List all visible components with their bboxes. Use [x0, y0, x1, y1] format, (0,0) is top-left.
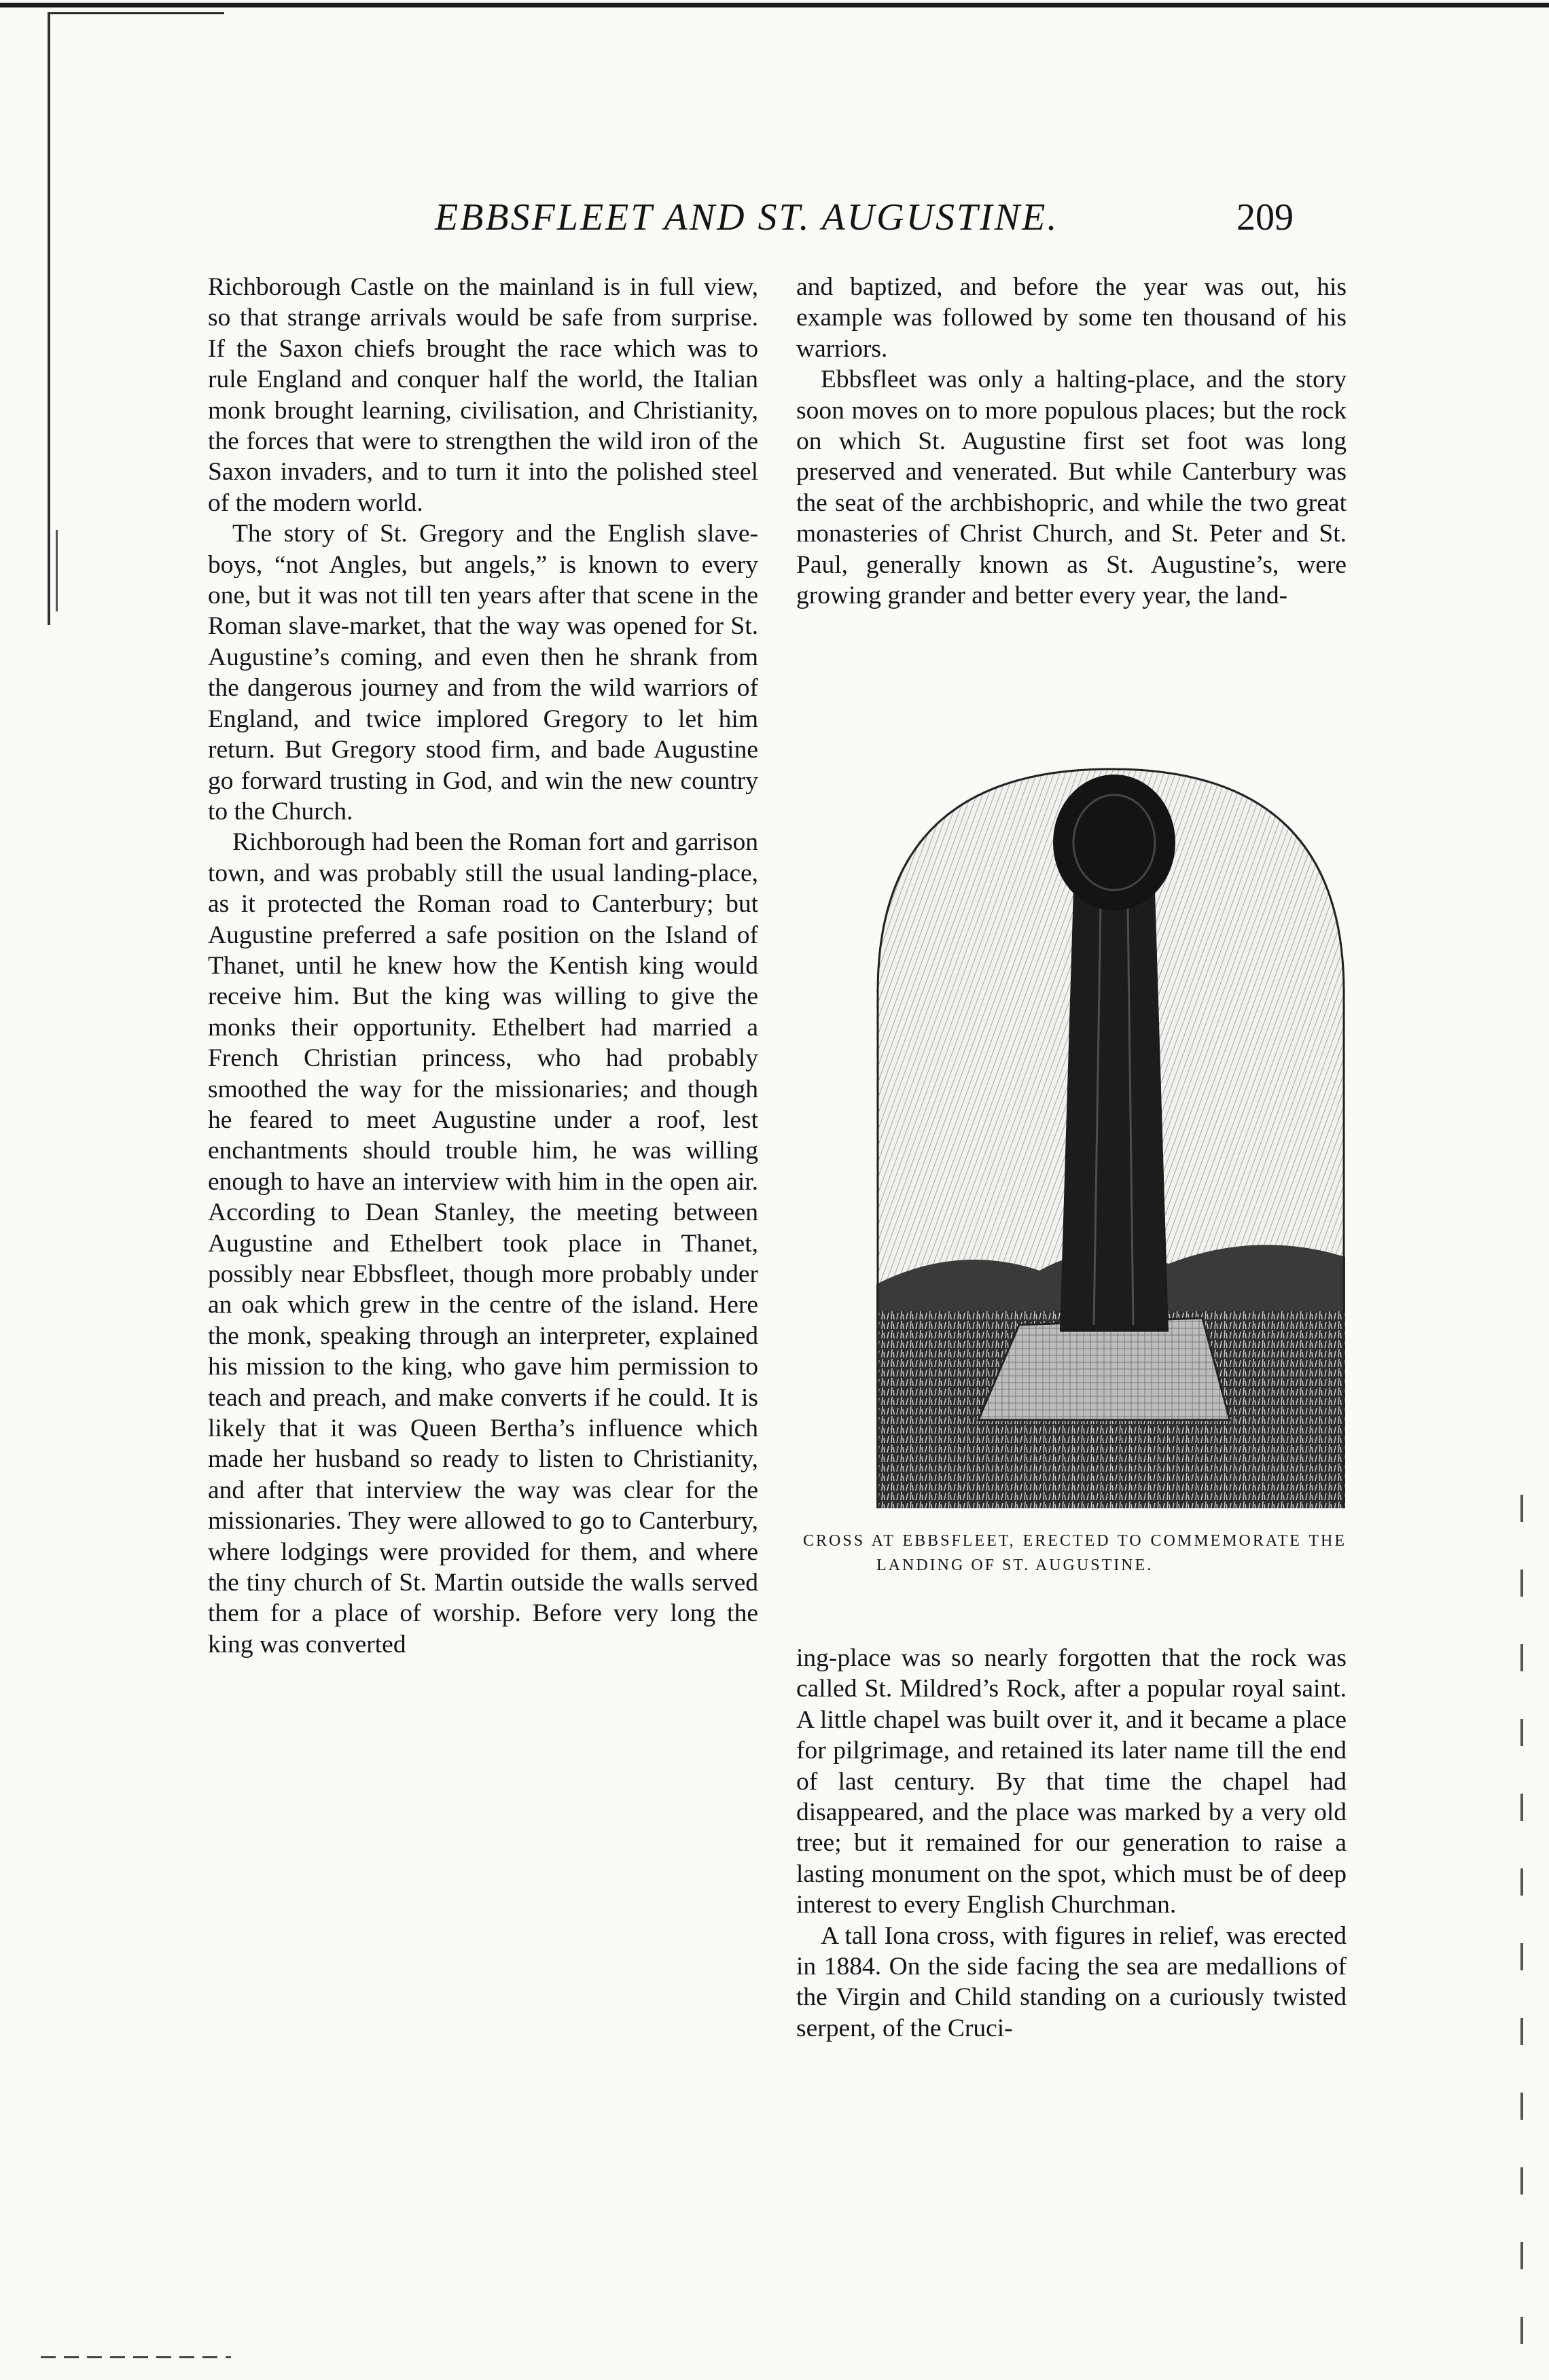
cross-illustration: [876, 768, 1345, 1508]
running-title: EBBSFLEET AND ST. AUGUSTINE.: [435, 196, 1059, 238]
page-number: 209: [1236, 196, 1294, 238]
paragraph: Richborough had been the Roman fort and garrison town, and was probably still the usual landing-place, as it protected the Roman road to Canterbury; but Augustine preferred a safe position on the Island of Thanet, until he knew how the Kentish king would receive him. But the king was willing to give the monks their opportunity. Ethelbert had married a French Christian princess, who had probably smoothed the way for the missionaries; and though he feared to meet Augustine under a roof, lest enchantments should trouble him, he was willing enough to have an interview with him in the open air. According to Dean Stanley, the meeting between Augustine and Ethelbert took place in Thanet, possibly near Ebbsfleet, though more probably under an oak which grew in the centre of the island. Here the monk, speaking through an interpreter, explained his mission to the king, who gave him permission to teach and preach, and make converts if he could. It is likely that it was Queen Bertha’s influence which made her husband so ready to listen to Christianity, and after that interview the way was clear for the missionaries. They were allowed to go to Canterbury, where lodgings were provided for them, and where the tiny church of St. Martin outside the walls served them for a place of worship. Before very long the king was converted: [208, 828, 758, 1658]
bottom-edge-mark: [41, 2356, 231, 2358]
paragraph: and baptized, and before the year was out, his example was followed by some ten thousand of his warriors.: [796, 273, 1347, 363]
page-edge-mark: [56, 530, 58, 611]
right-column-bottom: [796, 1643, 1347, 2044]
left-column: [208, 272, 758, 1660]
paragraph: Ebbsfleet was only a halting-place, and the story soon moves on to more populous places; but the rock on which St. Augustine first set foot was long preserved and venerated. But while Canterbury was the seat of the archbishopric, and while the two great monasteries of Christ Church, and St. Peter and St. Paul, generally known as St. Augustine’s, were growing grander and better every year, the land-: [796, 366, 1347, 610]
engraving-image: [876, 768, 1345, 1508]
right-edge-mark: [1520, 1495, 1523, 2351]
figure-caption-text: CROSS AT EBBSFLEET, ERECTED TO COMMEMORATE THE LANDING OF ST. AUGUSTINE.: [803, 1532, 1347, 1574]
paragraph: ing-place was so nearly forgotten that the rock was called St. Mildred’s Rock, after a popular royal saint. A little chapel was built over it, and it became a place for pilgrimage, and retained its later name till the end of last century. By that time the chapel had disappeared, and the place was marked by a very old tree; but it remained for our generation to raise a lasting monument on the spot, which must be of deep interest to every English Churchman.: [796, 1644, 1347, 1919]
paragraph: Richborough Castle on the mainland is in full view, so that strange arrivals would be safe from surprise. If the Saxon chiefs brought the race which was to rule England and conquer half the world, the Italian monk brought learning, civilisation, and Christianity, the forces that were to strengthen the wild iron of the Saxon invaders, and to turn it into the polished steel of the modern world.: [208, 273, 758, 517]
right-column-top: [796, 272, 1347, 611]
paragraph: The story of St. Gregory and the English slave-boys, “not Angles, but angels,” is known to every one, but it was not till ten years after that scene in the Roman slave-market, that the way was opened for St. Augustine’s coming, and even then he shrank from the dangerous journey and from the wild warriors of England, and twice implored Gregory to let him return. But Gregory stood firm, and bade Augustine go forward trusting in God, and win the new country to the Church.: [208, 520, 758, 825]
page-header: [0, 0, 1549, 272]
paragraph: A tall Iona cross, with figures in relief, was erected in 1884. On the side facing the sea are medallions of the Virgin and Child standing on a curiously twisted serpent, of the Cruci-: [796, 1921, 1347, 2042]
figure-caption: [803, 1529, 1347, 1578]
